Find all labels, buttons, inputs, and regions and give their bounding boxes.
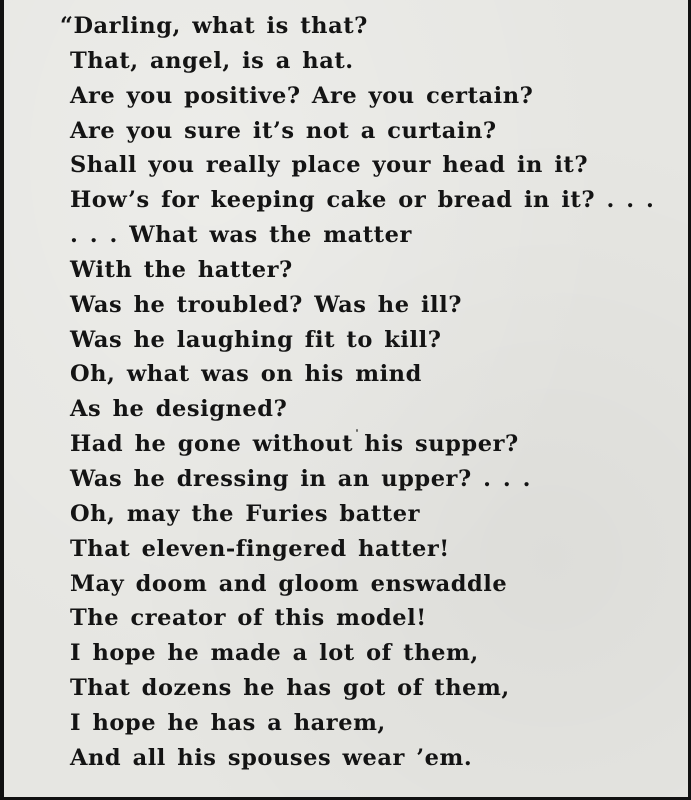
poem-line: Was he laughing fit to kill?: [70, 326, 442, 353]
poem-line: Shall you really place your head in it?: [70, 152, 589, 179]
poem-line: Was he troubled? Was he ill?: [70, 291, 462, 318]
poem-line: That dozens he has got of them,: [70, 675, 510, 702]
poem-line: I hope he made a lot of them,: [70, 640, 479, 667]
poem: [4, 9, 654, 776]
poem-line: “Darling, what is that?: [60, 13, 368, 39]
poem-line: Was he dressing in an upper? . . .: [70, 465, 531, 492]
poem-line: And all his spouses wear ’em.: [70, 744, 473, 771]
poem-line: Oh, may the Furies batter: [70, 500, 420, 527]
poem-line: With the hatter?: [70, 256, 293, 283]
poem-line: Oh, what was on his mind: [70, 361, 422, 388]
poem-line: . . . What was the matter: [70, 222, 412, 249]
poem-line: May doom and gloom enswaddle: [70, 570, 508, 597]
poem-line: That eleven-fingered hatter!: [70, 535, 450, 562]
poem-line: I hope he has a harem,: [70, 709, 386, 736]
poem-line: Are you positive? Are you certain?: [70, 82, 534, 109]
poem-line: Are you sure it’s not a curtain?: [70, 117, 497, 144]
poem-line: The creator of this model!: [70, 605, 427, 632]
poem-line: Had he gone without his supper?: [70, 431, 519, 458]
poem-line: How’s for keeping cake or bread in it? . . .: [70, 187, 655, 214]
poem-line: That, angel, is a hat.: [70, 47, 354, 74]
poem-line: As he designed?: [70, 396, 288, 423]
